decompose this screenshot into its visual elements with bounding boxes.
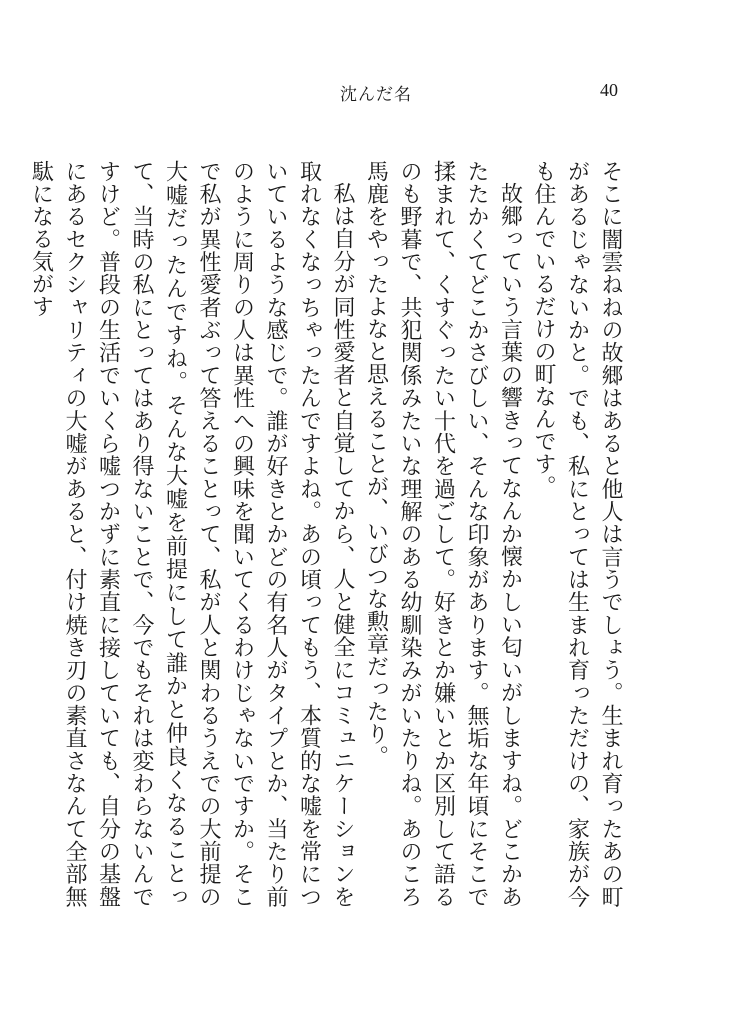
paragraph: 故郷っていう言葉の響きってなんか懐かしい匂いがしますね。どこかあたたかくてどこかさびしい、そんな印象があります。無垢な年頃にそこで揉まれて、くすぐったい十代を過ごして。好きとか嫌いとか区別して語るのも野暮で、共犯関係みたいな理解のある幼馴染みがいたりね。あのころ馬鹿をやったよなと思えることが、いびつな勲章だったり。: [363, 160, 523, 908]
page-number: 40: [600, 80, 618, 100]
paragraph: そこに闇雲ねねの故郷はあると他人は言うでしょう。生まれ育ったあの町があるじゃないかと。でも、私にとっては生まれ育っただけの、家族が今も住んでいるだけの町なんです。: [531, 160, 623, 908]
running-header-title: 沈んだ名: [340, 85, 412, 105]
vertical-body-text: [28, 160, 627, 908]
paragraph: 私は自分が同性愛者と自覚してから、人と健全にコミュニケーションを取れなくなっちゃったんですよね。あの頃ってもう、本質的な嘘を常についているような感じで。誰が好きとかどの有名人がタイプとか、当たり前のように周りの人は異性への興味を聞いてくるわけじゃないですか。そこで私が異性愛者ぶって答えることって、私が人と関わるうえでの大前提の大嘘だったんですね。そんな大嘘を前提にして誰かと仲良くなることって、当時の私にとってはあり得ないことで、今でもそれは変わらないんですけど。普段の生活でいくら嘘つかずに素直に接していても、自分の基盤にあるセクシャリティの大嘘があると、付け焼き刃の素直さなんて全部無駄になる気がす: [28, 160, 355, 908]
